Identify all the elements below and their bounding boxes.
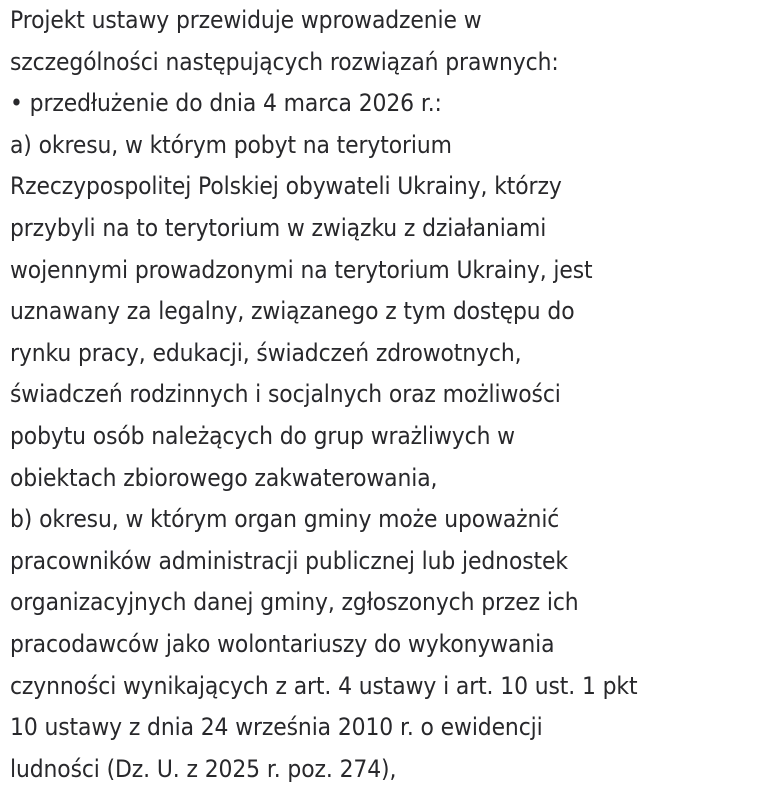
text-line: przybyli na to terytorium w związku z działaniami xyxy=(10,213,547,242)
text-line: świadczeń rodzinnych i socjalnych oraz możliwości xyxy=(10,380,561,409)
text-line: Projekt ustawy przewiduje wprowadzenie w xyxy=(10,6,482,34)
text-line: pracodawców jako wolontariuszy do wykonywania xyxy=(10,629,555,658)
text-line: obiektach zbiorowego zakwaterowania, xyxy=(10,463,438,492)
text-line: a) okresu, w którym pobyt na terytorium xyxy=(10,130,452,159)
text-line: pracowników administracji publicznej lub jednostek xyxy=(10,546,568,575)
text-line: rynku pracy, edukacji, świadczeń zdrowotnych, xyxy=(10,338,522,367)
text-line: Rzeczypospolitej Polskiej obywateli Ukrainy, którzy xyxy=(10,172,562,201)
text-line: wojennymi prowadzonymi na terytorium Ukrainy, jest xyxy=(10,255,593,284)
text-line: organizacyjnych danej gminy, zgłoszonych przez ich xyxy=(10,588,579,617)
legal-text-body xyxy=(10,0,761,790)
text-line: pobytu osób należących do grup wrażliwych w xyxy=(10,421,515,450)
text-line: b) okresu, w którym organ gminy może upoważnić xyxy=(10,505,560,534)
text-line: szczególności następujących rozwiązań prawnych: xyxy=(10,47,559,76)
text-line: uznawany za legalny, związanego z tym dostępu do xyxy=(10,297,575,326)
text-line-bullet: • przedłużenie do dnia 4 marca 2026 r.: xyxy=(10,89,442,118)
text-line: ludności (Dz. U. z 2025 r. poz. 274), xyxy=(10,754,397,783)
text-line: 10 ustawy z dnia 24 września 2010 r. o ewidencji xyxy=(10,713,543,742)
text-line: czynności wynikających z art. 4 ustawy i art. 10 ust. 1 pkt xyxy=(10,671,638,700)
